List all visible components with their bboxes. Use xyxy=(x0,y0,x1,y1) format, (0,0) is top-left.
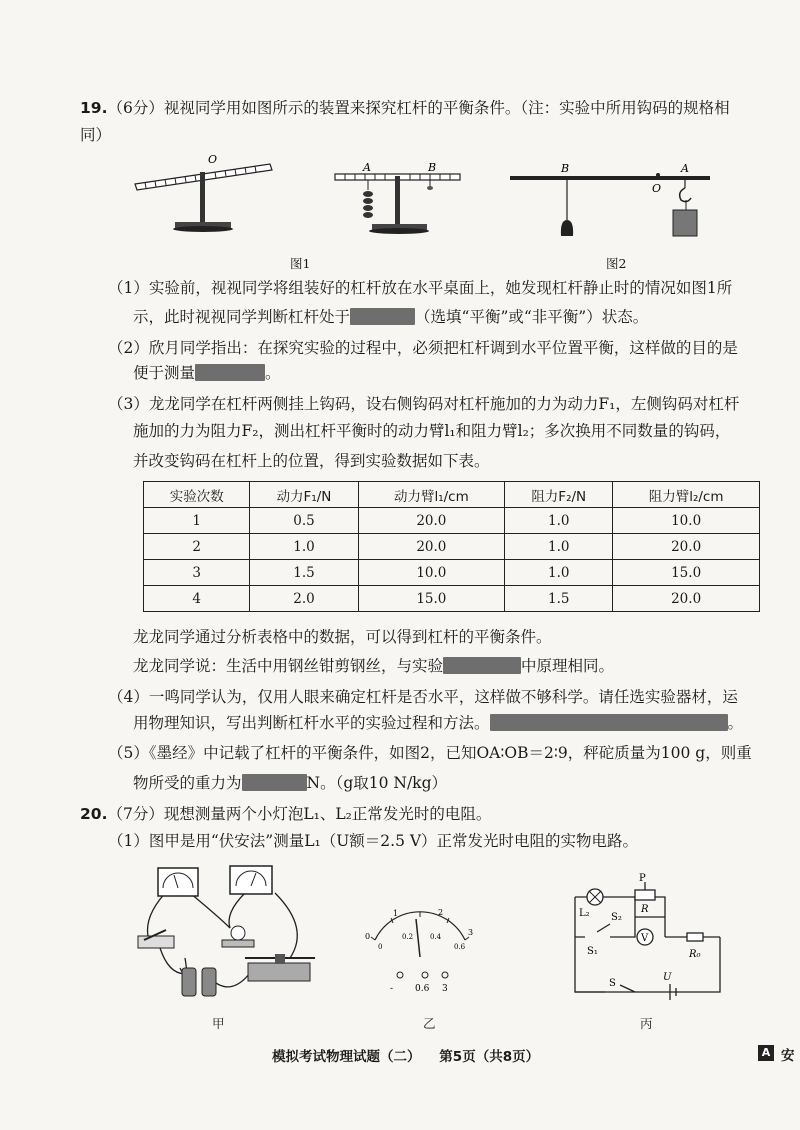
q19-p1-text-b: （选填“平衡”或“非平衡”）状态。 xyxy=(415,308,649,326)
q19-number: 19. xyxy=(80,99,108,117)
table-header-row xyxy=(144,482,760,508)
table-cell: 10.0 xyxy=(613,508,760,534)
fig2-label-a: A xyxy=(681,162,689,175)
answer-blank-experiment[interactable] xyxy=(443,657,521,674)
fig2-label-o: O xyxy=(652,182,662,195)
figure-1 xyxy=(130,150,470,250)
table-header: 阻力F₂/N xyxy=(505,482,613,508)
circuit-label: S₂ xyxy=(611,912,622,923)
voltmeter xyxy=(230,866,272,894)
fig2-label-b: B xyxy=(561,162,570,175)
q19-p5-line2 xyxy=(133,772,447,794)
meter-tick-label: 2 xyxy=(438,908,444,917)
q19-p2-text-a: 便于测量 xyxy=(133,364,196,382)
table-header: 实验次数 xyxy=(144,482,250,508)
q19-after-table-2-b: 中原理相同。 xyxy=(521,657,615,675)
table-cell: 0.5 xyxy=(250,508,358,534)
fig1-label-o: O xyxy=(208,153,218,166)
counterweight xyxy=(561,220,573,236)
table-cell: 2.0 xyxy=(250,586,358,612)
q19-p4-text-a: 用物理知识，写出判断杠杆水平的实验过程和方法。 xyxy=(133,714,490,732)
fig-jia-caption: 甲 xyxy=(212,1016,225,1031)
meter-tick-label: 0 xyxy=(365,932,371,941)
meter-terminal-label: 3 xyxy=(442,984,448,994)
fig-bing-caption: 丙 xyxy=(640,1016,653,1031)
q19-p5-text-b: N。（g取10 N/kg） xyxy=(306,774,447,792)
meter-tick-label: 3 xyxy=(468,928,474,937)
switch xyxy=(138,936,174,948)
battery xyxy=(182,968,196,996)
table-cell: 20.0 xyxy=(613,586,760,612)
table-header: 动力F₁/N xyxy=(250,482,358,508)
q19-p2-line1: （2）欣月同学指出：在探究实验的过程中，必须把杠杆调到水平位置平衡，这样做的目的是 xyxy=(108,339,738,357)
fig1-label-b: B xyxy=(428,161,437,174)
figure-bing-circuit-diagram xyxy=(565,872,735,1002)
table-cell: 1 xyxy=(144,508,250,534)
table-cell: 20.0 xyxy=(358,534,505,560)
q19-p1-line1: （1）实验前，视视同学将组装好的杠杆放在水平桌面上，她发现杠杆静止时的情况如图1所 xyxy=(108,279,733,297)
rheostat-symbol xyxy=(635,890,655,900)
table-header: 阻力臂l₂/cm xyxy=(613,482,760,508)
circuit-label: S xyxy=(609,978,616,989)
q20-number: 20. xyxy=(80,805,108,823)
meter-tick-label: 0.2 xyxy=(402,933,414,941)
resistor-symbol xyxy=(687,933,703,941)
table-cell: 1.5 xyxy=(250,560,358,586)
table-cell: 15.0 xyxy=(613,560,760,586)
version-badge: A xyxy=(758,1045,774,1061)
table-cell: 15.0 xyxy=(358,586,505,612)
heavy-object xyxy=(673,210,697,236)
circuit-label: U xyxy=(663,972,672,983)
meter-terminal-label: 0.6 xyxy=(415,984,430,994)
circuit-label: L₂ xyxy=(579,908,590,919)
circuit-label: R₀ xyxy=(689,949,701,960)
meter-tick-label: 1 xyxy=(393,909,399,918)
table-cell: 1.0 xyxy=(505,534,613,560)
table-cell: 10.0 xyxy=(358,560,505,586)
q19-after-table-2-a: 龙龙同学说：生活中用钢丝钳剪钢丝，与实验 xyxy=(133,657,444,675)
meter-tick-label: 0.4 xyxy=(430,933,442,941)
table-cell: 4 xyxy=(144,586,250,612)
voltmeter-label: V xyxy=(641,933,649,944)
answer-blank-measure[interactable] xyxy=(195,364,265,381)
circuit-label: R xyxy=(641,904,649,915)
table-row xyxy=(144,560,760,586)
table-cell: 20.0 xyxy=(358,508,505,534)
table-cell: 1.0 xyxy=(505,560,613,586)
experiment-data-table xyxy=(143,481,760,612)
q20-header xyxy=(80,803,491,825)
figure-yi-meter-dial xyxy=(360,905,480,995)
rheostat xyxy=(248,963,310,981)
table-cell: 1.5 xyxy=(505,586,613,612)
table-row xyxy=(144,508,760,534)
q19-header-cont: 同） xyxy=(80,126,112,144)
table-cell: 3 xyxy=(144,560,250,586)
figure-jia-physical-circuit xyxy=(130,858,330,1008)
q19-p3-line1: （3）龙龙同学在杠杆两侧挂上钩码，设右侧钩码对杠杆施加的力为动力F₁，左侧钩码对杠杆 xyxy=(108,395,740,413)
circuit-label: P xyxy=(639,873,646,884)
q19-p1-line2 xyxy=(133,306,648,328)
fig2-caption: 图2 xyxy=(606,256,627,271)
region-label: 安 xyxy=(781,1048,795,1064)
q19-p2-line2 xyxy=(133,362,281,384)
q19-p5-line1: （5）《墨经》中记载了杠杆的平衡条件，如图2，已知OA∶OB＝2∶9，秤砣质量为100 g，则重 xyxy=(108,744,752,762)
table-header: 动力臂l₁/cm xyxy=(358,482,505,508)
answer-blank-method[interactable] xyxy=(490,714,728,731)
answer-blank-gravity[interactable] xyxy=(242,774,307,791)
q19-p4-line1: （4）一鸣同学认为，仅用人眼来确定杠杆是否水平，这样做不够科学。请任选实验器材，运 xyxy=(108,688,738,706)
page-footer: 模拟考试物理试题（二） 第5页（共8页） xyxy=(272,1049,540,1065)
q19-p4-line2 xyxy=(133,712,743,734)
figure-2 xyxy=(505,158,715,253)
q19-p3-line3: 并改变钩码在杠杆上的位置，得到实验数据如下表。 xyxy=(133,452,490,470)
table-cell: 2 xyxy=(144,534,250,560)
table-row xyxy=(144,586,760,612)
table-cell: 1.0 xyxy=(505,508,613,534)
meter-terminal-label: - xyxy=(390,984,394,994)
table-row xyxy=(144,534,760,560)
table-cell: 20.0 xyxy=(613,534,760,560)
meter-tick-label: 0.6 xyxy=(454,943,466,951)
q19-header-text: （6分）视视同学用如图所示的装置来探究杠杆的平衡条件。（注：实验中所用钩码的规格相 xyxy=(107,99,730,117)
bulb xyxy=(231,926,245,940)
q19-after-table-2 xyxy=(133,655,614,677)
answer-blank-balance[interactable] xyxy=(350,308,415,325)
fig1-label-a: A xyxy=(363,161,371,174)
table-cell: 1.0 xyxy=(250,534,358,560)
q20-header-text: （7分）现想测量两个小灯泡L₁、L₂正常发光时的电阻。 xyxy=(107,805,492,823)
battery xyxy=(202,968,216,996)
meter-tick-label: 0 xyxy=(378,943,383,951)
meter-needle xyxy=(416,919,420,957)
q20-p1-line1: （1）图甲是用“伏安法”测量L₁（U额＝2.5 V）正常发光时电阻的实物电路。 xyxy=(108,832,639,850)
q19-p3-line2: 施加的力为阻力F₂，测出杠杆平衡时的动力臂l₁和阻力臂l₂；多次换用不同数量的钩码， xyxy=(133,422,731,440)
tilted-lever xyxy=(135,164,272,232)
fig1-caption: 图1 xyxy=(290,256,311,271)
q19-after-table-1: 龙龙同学通过分析表格中的数据，可以得到杠杆的平衡条件。 xyxy=(133,628,552,646)
q19-p1-text-a: 示，此时视视同学判断杠杆处于 xyxy=(133,308,351,326)
q19-p2-text-b: 。 xyxy=(265,364,281,382)
q19-p5-text-a: 物所受的重力为 xyxy=(133,774,242,792)
q19-header xyxy=(80,97,730,119)
q19-p4-text-b: 。 xyxy=(727,714,744,732)
fig-yi-caption: 乙 xyxy=(423,1016,436,1031)
balanced-lever xyxy=(335,174,460,234)
circuit-label: S₁ xyxy=(587,946,598,957)
